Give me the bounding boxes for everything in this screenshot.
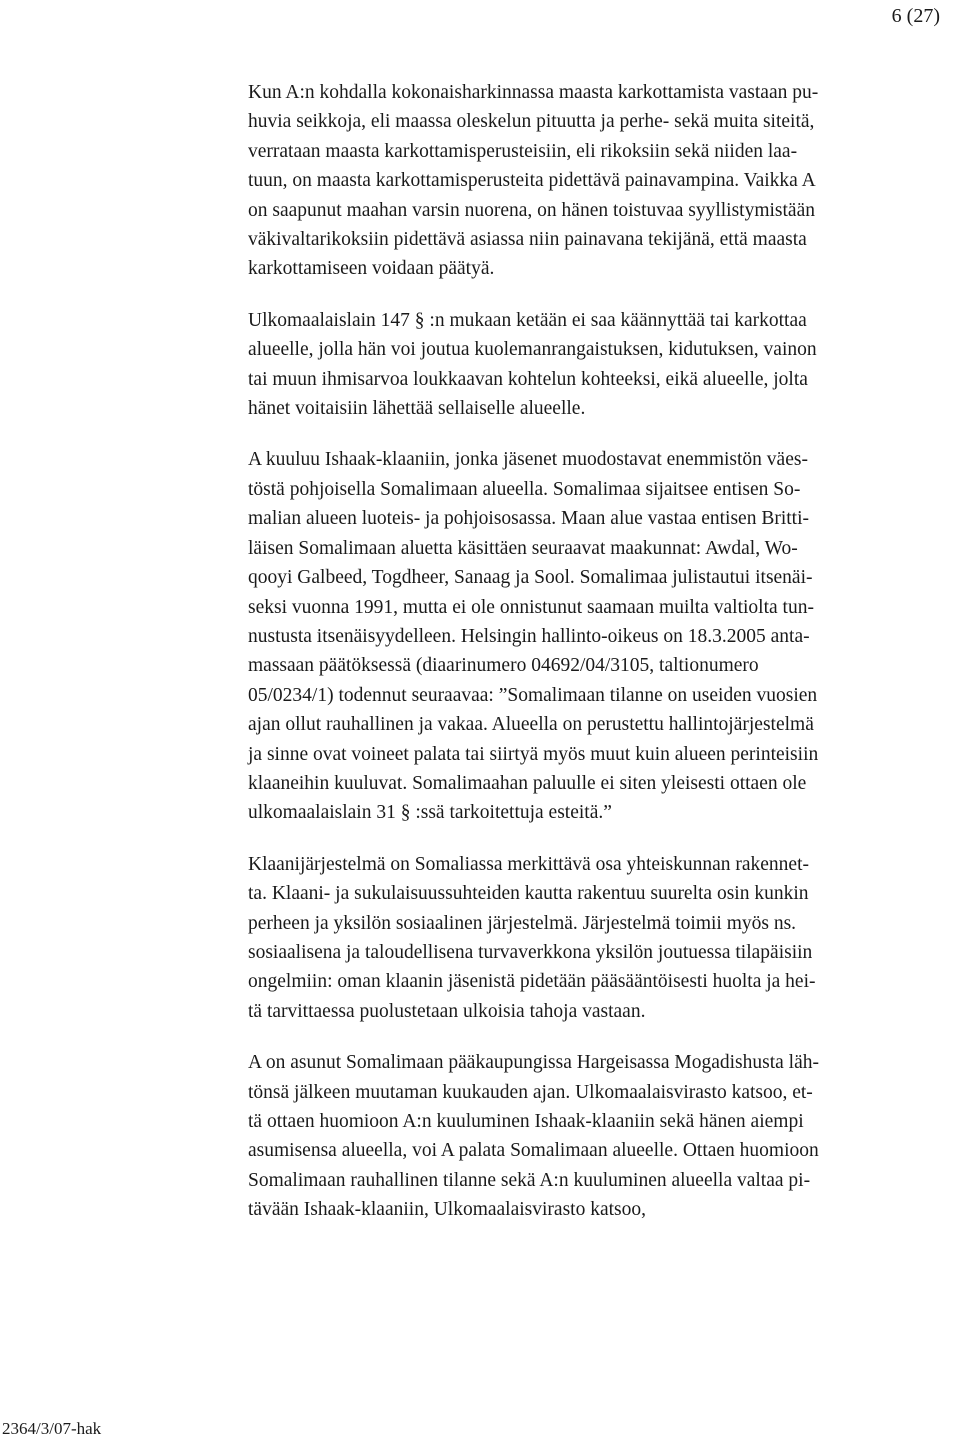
text-line: 05/0234/1) todennut seuraavaa: ”Somalimaan tilanne on useiden vuosien <box>248 684 818 706</box>
text-line: läisen Somalimaan aluetta käsittäen seuraavat maakunnat: Awdal, Wo- <box>248 537 798 559</box>
text-line: Kun A:n kohdalla kokonaisharkinnassa maasta karkottamista vastaan pu- <box>248 82 819 103</box>
text-line: huvia seikkoja, eli maassa oleskelun pituutta ja perhe- sekä muita siteitä, <box>248 111 815 133</box>
text-line: karkottamiseen voidaan päätyä. <box>248 258 495 280</box>
text-line: asumisensa alueella, voi A palata Somalimaan alueelle. Ottaen huomioon <box>248 1140 819 1162</box>
text-line: ajan ollut rauhallinen ja vakaa. Alueella on perustettu hallintojärjestelmä <box>248 714 814 736</box>
text-line: tai muun ihmisarvoa loukkaavan kohtelun kohteeksi, eikä alueelle, jolta <box>248 368 808 390</box>
text-line: perheen ja yksilön sosiaalinen järjestelmä. Järjestelmä toimii myös ns. <box>248 912 797 934</box>
text-line: Somalimaan rauhallinen tilanne sekä A:n kuuluminen alueella valtaa pi- <box>248 1169 811 1191</box>
text-line: A on asunut Somalimaan pääkaupungissa Hargeisassa Mogadishusta läh- <box>248 1052 819 1074</box>
paragraph-ishaak-clan <box>248 445 960 827</box>
paragraph-expulsion-assessment <box>248 78 960 284</box>
text-line: A kuuluu Ishaak-klaaniin, jonka jäsenet muodostavat enemmistön väes- <box>248 449 808 471</box>
text-line: ongelmiin: oman klaanin jäsenistä pidetään pääsääntöisesti huolta ja hei- <box>248 971 816 993</box>
text-line: qooyi Galbeed, Togdheer, Sanaag ja Sool. Somalimaa julistautui itsenäi- <box>248 567 813 589</box>
text-line: verrataan maasta karkottamisperusteisiin, eli rikoksiin sekä niiden laa- <box>248 140 798 162</box>
page-number: 6 (27) <box>891 5 940 27</box>
text-line: tönsä jälkeen muutaman kuukauden ajan. Ulkomaalaisvirasto katsoo, et- <box>248 1081 813 1103</box>
text-line: Ulkomaalaislain 147 § :n mukaan ketään ei saa käännyttää tai karkottaa <box>248 309 807 331</box>
paragraph-clan-system <box>248 850 960 1026</box>
text-line: ja sinne ovat voineet palata tai siirtyä myös muut kuin alueen perinteisiin <box>248 743 819 765</box>
text-line: massaan päätöksessä (diaarinumero 04692/04/3105, taltionumero <box>248 655 759 677</box>
text-line: tuun, on maasta karkottamisperusteita pidettävä painavampina. Vaikka A <box>248 170 816 192</box>
text-line: Klaanijärjestelmä on Somaliassa merkittävä osa yhteiskunnan rakennet- <box>248 853 809 875</box>
text-line: nustusta itsenäisyydelleen. Helsingin hallinto-oikeus on 18.3.2005 anta- <box>248 625 810 647</box>
text-line: väkivaltarikoksiin pidettävä asiassa niin painavana tekijänä, että maasta <box>248 229 807 251</box>
text-line: tä ottaen huomioon A:n kuuluminen Ishaak-klaaniin sekä hänen aiempi <box>248 1111 804 1132</box>
text-line: tä tarvittaessa puolustetaan ulkoisia tahoja vastaan. <box>248 1000 646 1022</box>
text-line: töstä pohjoisella Somalimaan alueella. Somalimaa sijaitsee entisen So- <box>248 478 801 500</box>
text-line: seksi vuonna 1991, mutta ei ole onnistunut saamaan muilta valtiolta tun- <box>248 596 814 618</box>
text-line: alueelle, jolla hän voi joutua kuolemanrangaistuksen, kidutuksen, vainon <box>248 339 817 361</box>
body-text <box>248 78 960 1247</box>
text-line: malian alueen luoteis- ja pohjoisosassa. Maan alue vastaa entisen Britti- <box>248 508 810 530</box>
paragraph-section-147 <box>248 306 960 424</box>
text-line: ta. Klaani- ja sukulaisuussuhteiden kautta rakentuu suurelta osin kunkin <box>248 883 809 905</box>
document-reference: 2364/3/07-hak <box>2 1419 102 1438</box>
text-line: hänet voitaisiin lähettää sellaiselle alueelle. <box>248 398 586 420</box>
text-line: sosiaalisena ja taloudellisena turvaverkkona yksilön joutuessa tilapäisiin <box>248 941 813 963</box>
text-line: tävään Ishaak-klaaniin, Ulkomaalaisvirasto katsoo, <box>248 1199 646 1221</box>
text-line: ulkomaalaislain 31 § :ssä tarkoitettuja esteitä.” <box>248 802 612 824</box>
paragraph-hargeisa-residence <box>248 1048 960 1224</box>
text-line: klaaneihin kuuluvat. Somalimaahan paluulle ei siten yleisesti ottaen ole <box>248 772 807 794</box>
text-line: on saapunut maahan varsin nuorena, on hänen toistuvaa syyllistymistään <box>248 199 815 221</box>
